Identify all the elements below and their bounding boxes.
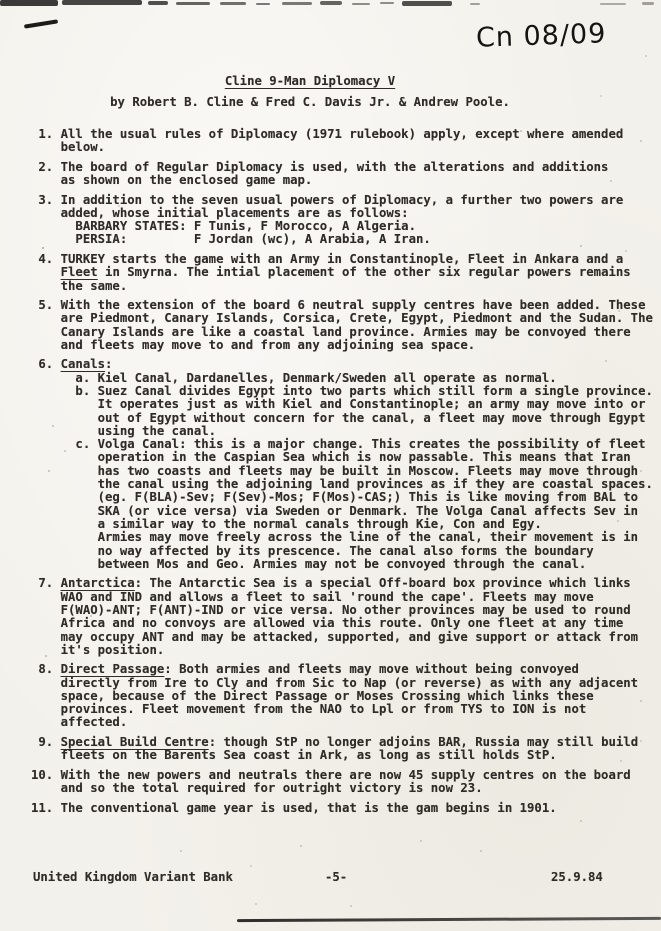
rule-line: Fleet in Smyrna. The intial placement of the other six regular powers remains xyxy=(60,265,631,280)
top-edge-artifact-segment xyxy=(402,1,452,6)
bottom-edge-scan-line xyxy=(237,917,661,922)
handwritten-code: Cn 08/09 xyxy=(475,18,607,54)
top-edge-artifact-segment xyxy=(0,0,58,6)
rule-line: 6. Canals: xyxy=(31,357,113,372)
top-edge-artifact-segment xyxy=(282,2,312,5)
rule-line: below. xyxy=(31,140,106,155)
rule-line: 3. In addition to the seven usual powers of Diplomacy, a further two powers are xyxy=(31,192,624,207)
rule-line: a. Kiel Canal, Dardanelles, Denmark/Sweden all operate as normal. xyxy=(31,370,557,385)
rule-line: 2. The board of Regular Diplomacy is used, with the alterations and additions xyxy=(31,159,609,174)
rule-line: Armies may move freely across the line of the canal, their movement is in xyxy=(31,530,639,545)
rule-line: a similar way to the normal canals through Kie, Con and Egy. xyxy=(31,516,542,531)
pen-mark xyxy=(24,19,58,28)
document-header xyxy=(0,75,620,109)
rule-line: b. Suez Canal divides Egypt into two parts which still form a single province. xyxy=(31,383,653,398)
rule-line: and so the total required for outright victory is now 23. xyxy=(31,781,483,796)
footer-date: 25.9.84 xyxy=(551,870,603,884)
rule-item xyxy=(31,161,661,188)
rule-line: It operates just as with Kiel and Constantinople; an army may move into or xyxy=(31,397,646,412)
rule-line: (eg. F(BLA)-Sev; F(Sev)-Mos; F(Mos)-CAS;) This is like moving from BAL to xyxy=(31,490,639,505)
rule-line: Africa and no convoys are allowed via this route. Only one fleet at any time xyxy=(31,616,624,631)
rule-line: added, whose initial placements are as follows: xyxy=(31,205,409,220)
scan-speckles xyxy=(0,0,2,2)
top-edge-artifact-segment xyxy=(642,2,654,5)
rule-item xyxy=(31,253,661,293)
rule-line: 5. With the extension of the board 6 neutral supply centres have been added. These xyxy=(31,298,646,313)
top-edge-artifact-segment xyxy=(470,3,480,5)
rule-line: space, because of the Direct Passage or Moses Crossing which links these xyxy=(31,688,594,703)
rule-item xyxy=(31,299,661,352)
rule-line: no way affected by its prescence. The canal also forms the boundary xyxy=(31,543,594,558)
rule-line: SKA (or vice versa) via Sweden or Denmark. The Volga Canal affects Sev in xyxy=(31,503,639,518)
rule-item xyxy=(31,194,661,247)
rule-line: between Mos and Geo. Armies may not be convoyed through the canal. xyxy=(31,556,587,571)
rule-line: c. Volga Canal: this is a major change. This creates the possibility of fleet xyxy=(31,437,646,452)
rule-line: fleets on the Barents Sea coast in Ark, as long as still holds StP. xyxy=(31,748,557,763)
page-footer xyxy=(0,871,661,885)
rule-line: may occupy ANT and may be attacked, supported, and give support or attack from xyxy=(31,629,639,644)
rule-line: operation in the Caspian Sea which is now passable. This means that Iran xyxy=(31,450,631,465)
top-edge-artifact-segment xyxy=(320,1,342,5)
doc-byline: by Robert B. Cline & Fred C. Davis Jr. & Andrew Poole. xyxy=(110,94,510,109)
rule-line: 11. The conventional game year is used, that is the gam begins in 1901. xyxy=(31,800,557,815)
rule-line: 4. TURKEY starts the game with an Army in Constantinople, Fleet in Ankara and a xyxy=(31,251,624,266)
rule-line: 1. All the usual rules of Diplomacy (1971 rulebook) apply, except where amended xyxy=(31,127,624,141)
rule-line: 9. Special Build Centre: though StP no longer adjoins BAR, Russia may still build xyxy=(31,734,639,749)
rule-item xyxy=(31,802,661,815)
top-edge-artifact-segment xyxy=(220,2,246,5)
rule-line: Canary Islands are like a coastal land province. Armies may be convoyed there xyxy=(31,324,631,339)
top-edge-artifact-segment xyxy=(600,3,626,5)
rule-line: 7. Antarctica: The Antarctic Sea is a special Off-board box province which links xyxy=(31,576,631,591)
rule-line: affected. xyxy=(31,715,128,730)
rule-line: directly from Ire to Cly and from Sic to Nap (or reverse) as with any adjacent xyxy=(31,675,639,690)
rule-item xyxy=(31,577,661,657)
page-number: -5- xyxy=(325,870,348,884)
rule-item xyxy=(31,358,661,571)
rule-line: as shown on the enclosed game map. xyxy=(31,173,313,188)
rule-line: and fleets may move to and from any adjoining sea space. xyxy=(31,337,476,352)
rule-line: 8. Direct Passage: Both armies and fleets may move without being convoyed xyxy=(31,662,579,677)
top-edge-artifact-segment xyxy=(176,2,210,5)
rule-item xyxy=(31,663,661,729)
footer-organization: United Kingdom Variant Bank xyxy=(33,870,233,884)
top-edge-artifact-segment xyxy=(148,1,168,5)
rule-line: the canal using the adjoining land provinces as if they are coastal spaces. xyxy=(31,477,653,492)
top-edge-artifact-segment xyxy=(352,3,370,5)
rule-line: has two coasts and fleets may be built in Moscow. Fleets may move through xyxy=(31,463,639,478)
top-edge-artifact-segment xyxy=(380,2,394,4)
rule-line: it's position. xyxy=(31,642,165,657)
rule-line: the same. xyxy=(31,278,128,293)
top-edge-artifact-segment xyxy=(256,3,270,5)
rule-line: using the canal. xyxy=(31,423,217,438)
rule-line: are Piedmont, Canary Islands, Corsica, Crete, Egypt, Piedmont and the Sudan. The xyxy=(31,311,653,326)
rule-item xyxy=(31,736,661,763)
rule-line: provinces. Fleet movement from the NAO to Lpl or from TYS to ION is not xyxy=(31,702,587,717)
page-title: Cline 9-Man Diplomacy V xyxy=(224,74,396,88)
rule-line: 10. With the new powers and neutrals there are now 45 supply centres on the board xyxy=(31,767,631,782)
rule-line: PERSIA: F Jordan (wc), A Arabia, A Iran. xyxy=(31,232,431,247)
rule-line: BARBARY STATES: F Tunis, F Morocco, A Algeria. xyxy=(31,219,416,234)
top-edge-artifact-segment xyxy=(62,0,142,5)
rule-line: out of Egypt without concern for the canal, a fleet may move through Egypt xyxy=(31,410,646,425)
rule-item xyxy=(31,128,661,155)
rules-list xyxy=(31,128,661,815)
rule-line: WAO and IND and allows a fleet to sail 'round the cape'. Fleets may move xyxy=(31,589,594,604)
rule-item xyxy=(31,769,661,796)
rule-line: F(WAO)-ANT; F(ANT)-IND or vice versa. No other provinces may be used to round xyxy=(31,602,631,617)
